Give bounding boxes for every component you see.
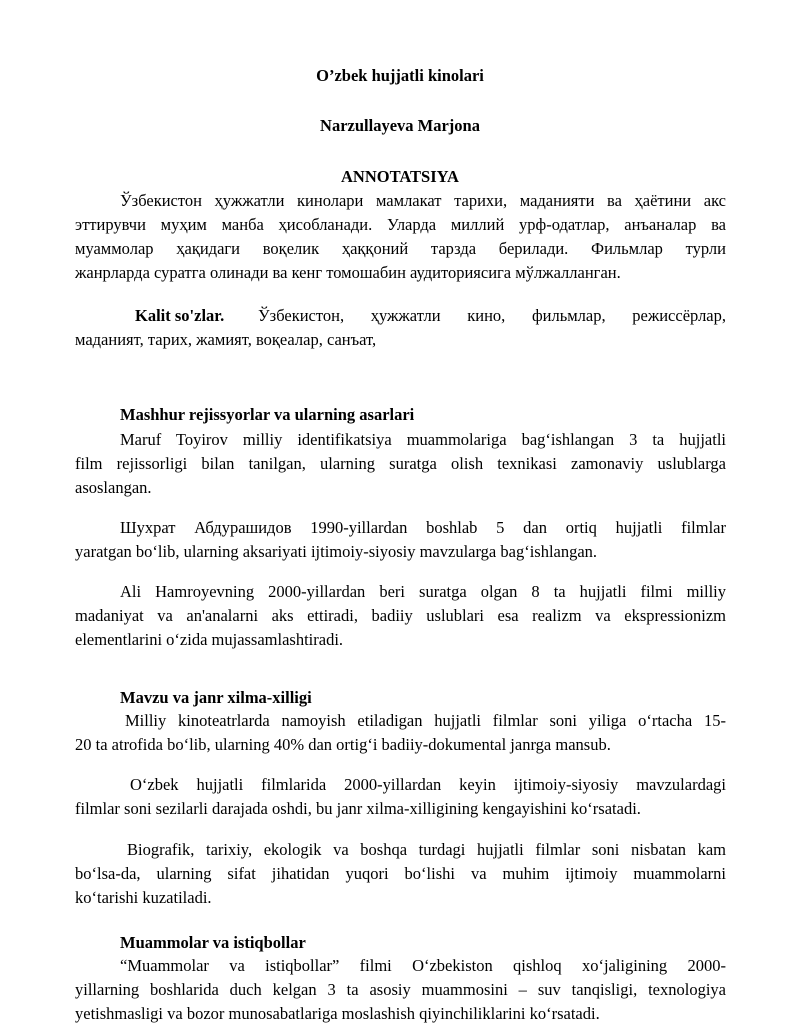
paragraph-line: “Muammolar va istiqbollar” filmi O‘zbekiston qishloq xo‘jaligining 2000-: [120, 956, 726, 975]
paragraph-line: yaratgan bo‘lib, ularning aksariyati ijtimoiy-siyosiy mavzularga bag‘ishlangan.: [75, 542, 598, 561]
paragraph-line: asoslangan.: [75, 478, 152, 497]
annotation-line: муаммолар ҳақидаги воқелик ҳаққоний тарзда берилади. Фильмлар турли: [75, 239, 726, 258]
paragraph-line: Шухрат Абдурашидов 1990-yillardan boshlab 5 dan ortiq hujjatli filmlar: [120, 518, 726, 537]
annotation-line: Ўзбекистон ҳужжатли кинолари мамлакат тарихи, маданияти ва ҳаётини акс: [120, 191, 726, 210]
keywords-text: маданият, тарих, жамият, воқеалар, санъат,: [75, 330, 377, 349]
annotation-line: эттирувчи муҳим манба ҳисобланади. Уларда миллий урф-одатлар, анъаналар ва: [75, 215, 726, 234]
author-name: Narzullayeva Marjona: [320, 116, 480, 135]
paragraph-line: yetishmasligi va bozor munosabatlariga moslashish qiyinchiliklarini ko‘rsatadi.: [75, 1004, 600, 1023]
paragraph-line: filmlar soni sezilarli darajada oshdi, bu janr xilma-xilligining kengayishini ko‘rsatadi.: [75, 799, 641, 818]
paragraph-line: bo‘lsa-da, ularning sifat jihatidan yuqori bo‘lishi va muhim ijtimoiy muammolarni: [75, 864, 726, 883]
paragraph-line: 20 ta atrofida bo‘lib, ularning 40% dan ortig‘i badiiy-dokumental janrga mansub.: [75, 735, 611, 754]
paragraph-line: ko‘tarishi kuzatiladi.: [75, 888, 212, 907]
paragraph-line: yillarning boshlarida duch kelgan 3 ta asosiy muammosini – suv tanqisligi, texnologiya: [75, 980, 726, 999]
annotation-heading: ANNOTATSIYA: [341, 167, 459, 186]
paragraph-line: Milliy kinoteatrlarda namoyish etiladigan hujjatli filmlar soni yiliga o‘rtacha 15-: [125, 711, 726, 730]
paragraph-line: Biografik, tarixiy, ekologik va boshqa turdagi hujjatli filmlar soni nisbatan kam: [127, 840, 726, 859]
document-title: O’zbek hujjatli kinolari: [316, 66, 484, 85]
paragraph-line: elementlarini o‘zida mujassamlashtiradi.: [75, 630, 344, 649]
paragraph-line: film rejissorligi bilan tanilgan, ularning suratga olish texnikasi zamonaviy uslublarga: [75, 454, 726, 473]
paragraph-line: madaniyat va an'analarni aks ettiradi, badiiy uslublari esa realizm va ekspressionizm: [75, 606, 726, 625]
keywords-text: Ўзбекистон, ҳужжатли кино, фильмлар, режиссёрлар,: [258, 306, 726, 325]
paragraph-line: Maruf Toyirov milliy identifikatsiya muammolariga bag‘ishlangan 3 ta hujjatli: [120, 430, 726, 449]
paragraph-line: O‘zbek hujjatli filmlarida 2000-yillardan keyin ijtimoiy-siyosiy mavzulardagi: [130, 775, 726, 794]
section-heading: Muammolar va istiqbollar: [120, 933, 306, 952]
paragraph-line: Ali Hamroyevning 2000-yillardan beri suratga olgan 8 ta hujjatli filmi milliy: [120, 582, 726, 601]
annotation-line: жанрларда суратга олинади ва кенг томошабин аудиториясига мўлжалланган.: [75, 263, 621, 282]
section-heading: Mashhur rejissyorlar va ularning asarlari: [120, 405, 415, 424]
section-heading: Mavzu va janr xilma-xilligi: [120, 688, 312, 707]
keywords-label: Kalit so'zlar.: [135, 306, 225, 325]
